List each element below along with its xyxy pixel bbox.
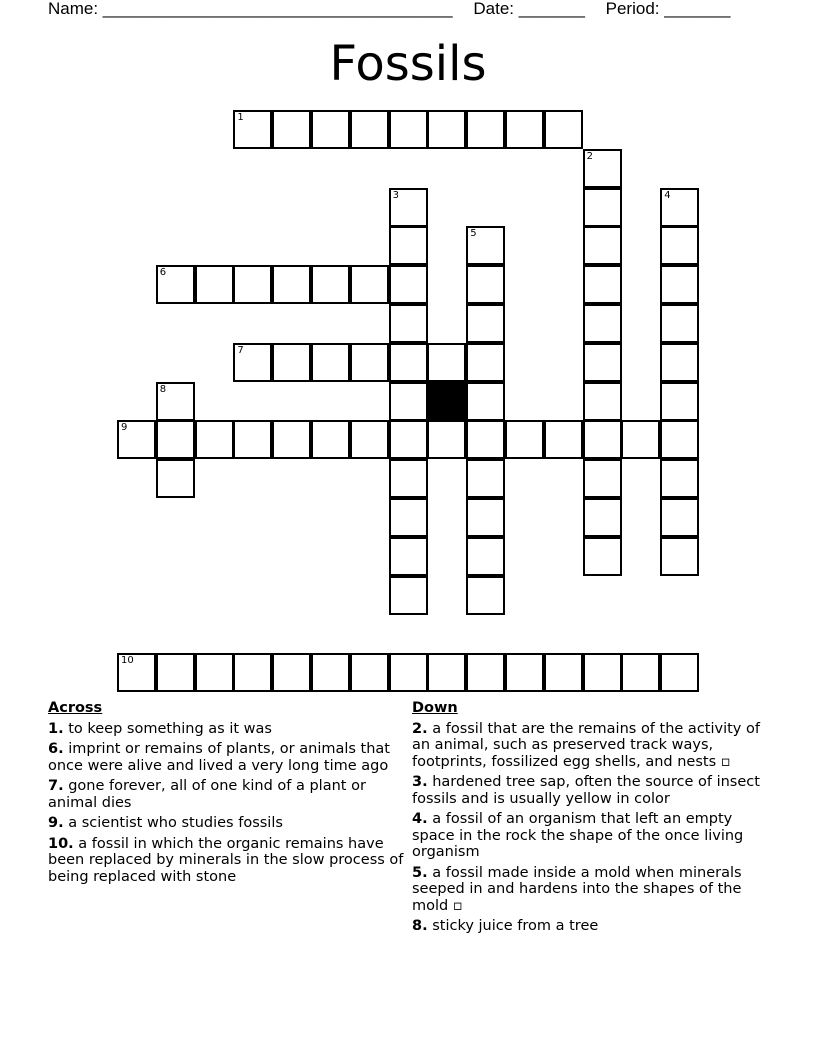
- clue-number: 8.: [412, 918, 428, 934]
- clue-text: a fossil of an organism that left an empty space in the rock the shape of the once living organism: [412, 811, 744, 860]
- grid-cell[interactable]: [350, 420, 389, 459]
- grid-cell[interactable]: [466, 498, 505, 537]
- grid-cell[interactable]: [311, 343, 350, 382]
- clue-number-label: 1: [237, 112, 244, 123]
- grid-cell[interactable]: [350, 265, 389, 304]
- grid-cell[interactable]: [389, 188, 428, 227]
- grid-cell[interactable]: [272, 653, 311, 692]
- clue-down-5: [412, 865, 772, 915]
- grid-cell[interactable]: [427, 343, 466, 382]
- clue-number-label: 7: [237, 344, 244, 356]
- clue-down-2: [412, 721, 772, 771]
- grid-cell[interactable]: [660, 265, 699, 304]
- grid-cell[interactable]: [389, 265, 428, 304]
- grid-cell[interactable]: [233, 420, 272, 459]
- grid-cell[interactable]: [660, 382, 699, 421]
- grid-cell[interactable]: [156, 459, 195, 498]
- grid-cell[interactable]: [156, 382, 195, 421]
- clue-down-3: [412, 774, 772, 807]
- grid-cell[interactable]: [311, 420, 350, 459]
- grid-cell[interactable]: [544, 110, 583, 149]
- grid-cell[interactable]: [660, 653, 699, 692]
- clue-text: a fossil that are the remains of the activity of an animal, such as preserved track ways, footprints, fossilized egg shells, and nests ▫: [412, 720, 760, 770]
- grid-cell[interactable]: [389, 382, 428, 421]
- grid-cell[interactable]: [466, 420, 505, 459]
- clue-across-1: [48, 721, 408, 738]
- grid-cell[interactable]: [466, 304, 505, 343]
- grid-cell[interactable]: [660, 188, 699, 227]
- clue-number: 4.: [412, 811, 428, 827]
- grid-cell[interactable]: [466, 110, 505, 149]
- grid-cell[interactable]: [466, 459, 505, 498]
- clue-number-label: 5: [470, 228, 477, 240]
- grid-cell[interactable]: [583, 343, 622, 382]
- grid-cell[interactable]: [544, 420, 583, 459]
- clue-down-8: [412, 918, 772, 935]
- period-field[interactable]: Period: _______: [605, 0, 731, 18]
- clue-down-4: [412, 811, 772, 861]
- grid-cell[interactable]: [466, 382, 505, 421]
- grid-cell[interactable]: [505, 110, 544, 149]
- grid-cell[interactable]: [427, 653, 466, 692]
- grid-cell[interactable]: [389, 304, 428, 343]
- grid-cell[interactable]: [350, 110, 389, 149]
- grid-cell[interactable]: [466, 537, 505, 576]
- grid-cell[interactable]: [272, 265, 311, 304]
- grid-cell[interactable]: [583, 420, 622, 459]
- grid-cell[interactable]: [583, 226, 622, 265]
- clue-across-6: [48, 741, 408, 774]
- grid-cell[interactable]: [466, 226, 505, 265]
- grid-cell[interactable]: [117, 420, 156, 459]
- grid-cell[interactable]: [389, 498, 428, 537]
- grid-cell[interactable]: [660, 343, 699, 382]
- grid-cell[interactable]: [660, 537, 699, 576]
- grid-cell[interactable]: [583, 459, 622, 498]
- grid-cell[interactable]: [660, 226, 699, 265]
- clue-across-9: [48, 815, 408, 832]
- clue-number: 7.: [48, 778, 64, 794]
- grid-cell[interactable]: [311, 653, 350, 692]
- grid-cell[interactable]: [583, 382, 622, 421]
- grid-cell[interactable]: [272, 343, 311, 382]
- clue-number-label: 6: [159, 267, 167, 279]
- clue-number-label: 2: [586, 150, 593, 162]
- grid-cell[interactable]: [195, 420, 234, 459]
- grid-cell[interactable]: [466, 265, 505, 304]
- grid-cell[interactable]: [466, 653, 505, 692]
- grid-cell[interactable]: [583, 537, 622, 576]
- grid-cell[interactable]: [583, 653, 622, 692]
- grid-cell[interactable]: [389, 226, 428, 265]
- grid-cell[interactable]: [621, 653, 660, 692]
- down-heading: Down: [412, 700, 458, 716]
- clue-text: sticky juice from a tree: [432, 918, 599, 934]
- clue-number: 2.: [412, 720, 428, 737]
- grid-cell[interactable]: [583, 498, 622, 537]
- grid-cell[interactable]: [389, 537, 428, 576]
- grid-cell[interactable]: [311, 110, 350, 149]
- clue-text: a scientist who studies fossils: [68, 815, 283, 831]
- grid-cell[interactable]: [350, 343, 389, 382]
- clue-number-label: 8: [159, 383, 167, 395]
- clue-number-label: 4: [664, 189, 671, 201]
- clue-text: imprint or remains of plants, or animals that once were alive and lived a very long time ago: [48, 741, 390, 774]
- clue-text: a fossil made inside a mold when minerals seeped in and hardens into the shapes of the mold ▫: [412, 864, 742, 914]
- grid-cell[interactable]: [389, 459, 428, 498]
- clue-number: 5.: [412, 864, 428, 881]
- clue-number: 10.: [48, 835, 74, 852]
- grid-cell[interactable]: [660, 304, 699, 343]
- grid-cell[interactable]: [117, 653, 156, 692]
- clue-number: 9.: [48, 815, 64, 831]
- grid-cell[interactable]: [350, 653, 389, 692]
- grid-cell[interactable]: [583, 188, 622, 227]
- grid-cell[interactable]: [621, 420, 660, 459]
- clue-across-7: [48, 778, 408, 811]
- date-field[interactable]: Date: _______: [473, 0, 585, 18]
- grid-cell[interactable]: [583, 304, 622, 343]
- grid-cell[interactable]: [156, 420, 195, 459]
- grid-cell[interactable]: [195, 265, 234, 304]
- grid-cell[interactable]: [156, 653, 195, 692]
- clue-text: gone forever, all of one kind of a plant or animal dies: [48, 778, 366, 811]
- grid-cell[interactable]: [660, 459, 699, 498]
- black-cell: [427, 382, 466, 421]
- grid-cell[interactable]: [389, 420, 428, 459]
- grid-cell[interactable]: [389, 110, 428, 149]
- clue-number-label: 9: [121, 422, 128, 434]
- grid-cell[interactable]: [505, 420, 544, 459]
- grid-cell[interactable]: [466, 343, 505, 382]
- name-field[interactable]: Name: _____________________________________: [48, 0, 453, 18]
- grid-cell[interactable]: [583, 149, 622, 188]
- grid-cell[interactable]: [233, 343, 272, 382]
- down-clues: [412, 700, 772, 939]
- grid-cell[interactable]: [427, 110, 466, 149]
- grid-cell[interactable]: [272, 420, 311, 459]
- clue-number: 3.: [412, 774, 428, 790]
- grid-cell[interactable]: [660, 420, 699, 459]
- grid-cell[interactable]: [660, 498, 699, 537]
- clue-text: a fossil in which the organic remains have been replaced by minerals in the slow process of being replaced with stone: [48, 835, 404, 885]
- grid-cell[interactable]: [427, 420, 466, 459]
- grid-cell[interactable]: [233, 265, 272, 304]
- grid-cell[interactable]: [389, 343, 428, 382]
- grid-cell[interactable]: [233, 110, 272, 149]
- clue-text: to keep something as it was: [68, 720, 272, 737]
- grid-cell[interactable]: [311, 265, 350, 304]
- across-clues: [48, 700, 408, 889]
- grid-cell[interactable]: [544, 653, 583, 692]
- clue-number-label: 10: [121, 655, 134, 667]
- grid-cell[interactable]: [505, 653, 544, 692]
- clue-number: 1.: [48, 720, 64, 737]
- across-heading: Across: [48, 700, 103, 716]
- grid-cell[interactable]: [195, 653, 234, 692]
- grid-cell[interactable]: [583, 265, 622, 304]
- clue-number-label: 3: [392, 189, 399, 201]
- clue-number: 6.: [48, 741, 64, 757]
- grid-cell[interactable]: [389, 653, 428, 692]
- clue-across-10: [48, 836, 408, 886]
- grid-cell[interactable]: [389, 576, 428, 615]
- page-title: Fossils: [329, 36, 487, 92]
- grid-cell[interactable]: [272, 110, 311, 149]
- grid-cell[interactable]: [466, 576, 505, 615]
- grid-cell[interactable]: [233, 653, 272, 692]
- grid-cell[interactable]: [156, 265, 195, 304]
- clue-text: hardened tree sap, often the source of insect fossils and is usually yellow in color: [412, 774, 760, 807]
